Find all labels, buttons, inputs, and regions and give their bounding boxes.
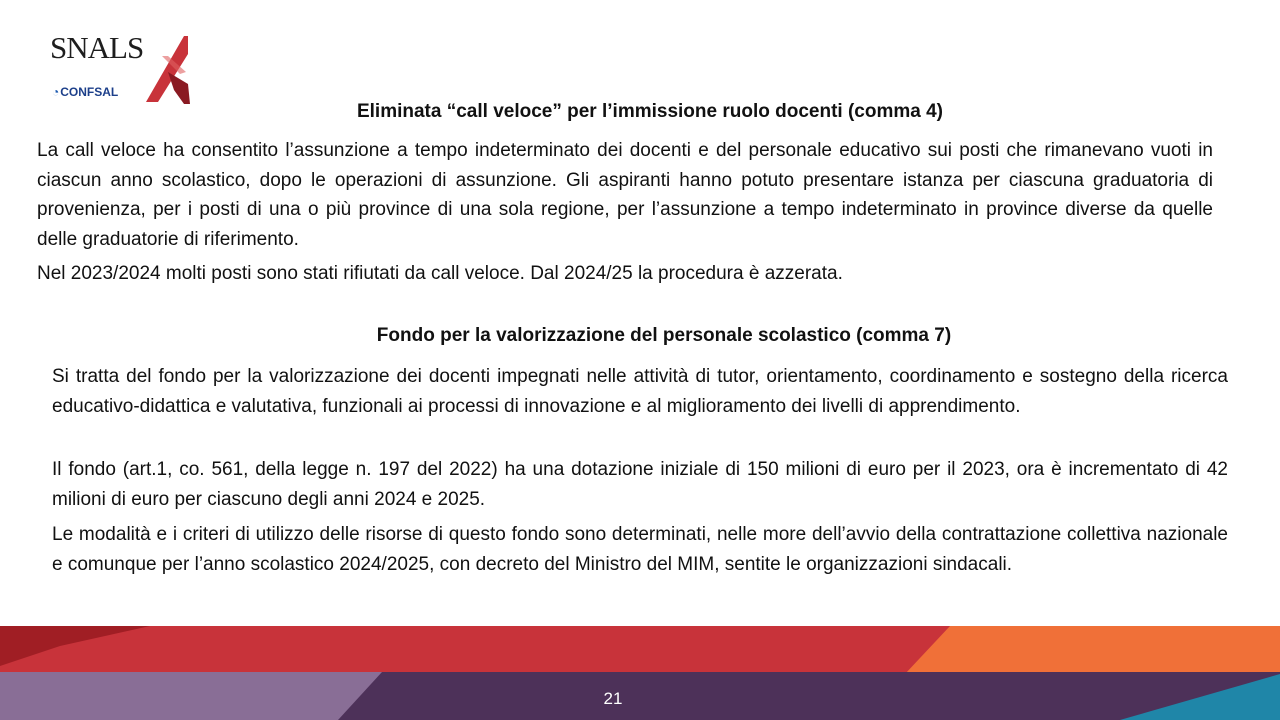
snals-confsal-logo (48, 30, 193, 105)
confsal-mark-icon: ◔ (52, 85, 60, 99)
logo-sub-text: CONFSAL (60, 85, 119, 99)
logo-subtitle (52, 85, 118, 99)
section2-paragraph: Le modalità e i criteri di utilizzo delle risorse di questo fondo sono determinati, nelle more dell’avvio della contrattazione collettiva nazionale e comunque per l’anno scolastico 2024/2025, con decreto del Ministro del MIM, sentite le organizzazioni sindacali. (52, 524, 1228, 575)
logo-a-mark-icon (128, 34, 190, 104)
footer-mauve-wedge (0, 672, 382, 720)
logo-wordmark: SNALS (50, 30, 144, 65)
section2-paragraph: Il fondo (art.1, co. 561, della legge n. 197 del 2022) ha una dotazione iniziale di 150 milioni di euro per il 2023, ora è incrementato di 42 milioni di euro per ciascuno degli anni 2024 e 2025. (52, 459, 1228, 510)
page-number: 21 (603, 689, 623, 708)
section1-paragraph: Nel 2023/2024 molti posti sono stati rifiutati da call veloce. Dal 2024/25 la procedura è azzerata. (37, 263, 843, 284)
section2-paragraph: Si tratta del fondo per la valorizzazione dei docenti impegnati nelle attività di tutor, orientamento, coordinamento e sostegno della ricerca educativo-didattica e valutativa, funzionali ai processi di innovazione e al miglioramento dei livelli di apprendimento. (52, 366, 1228, 417)
section2-title: Fondo per la valorizzazione del personale scolastico (comma 7) (376, 325, 952, 346)
section1-title: Eliminata “call veloce” per l’immissione ruolo docenti (comma 4) (356, 101, 943, 122)
footer-band (0, 626, 1280, 720)
footer-orange-wedge (905, 626, 1280, 674)
section1-paragraph: La call veloce ha consentito l’assunzione a tempo indeterminato dei docenti e del personale educativo sui posti che rimanevano vuoti in ciascun anno scolastico, dopo le operazioni di assunzione. Gli aspiranti hanno potuto presentare istanza per ciascuna graduatoria di provenienza, per i posti di una o più province di una sola regione, per l’assunzione a tempo indeterminato in province diverse da quelle delle graduatorie di riferimento. (37, 140, 1213, 250)
